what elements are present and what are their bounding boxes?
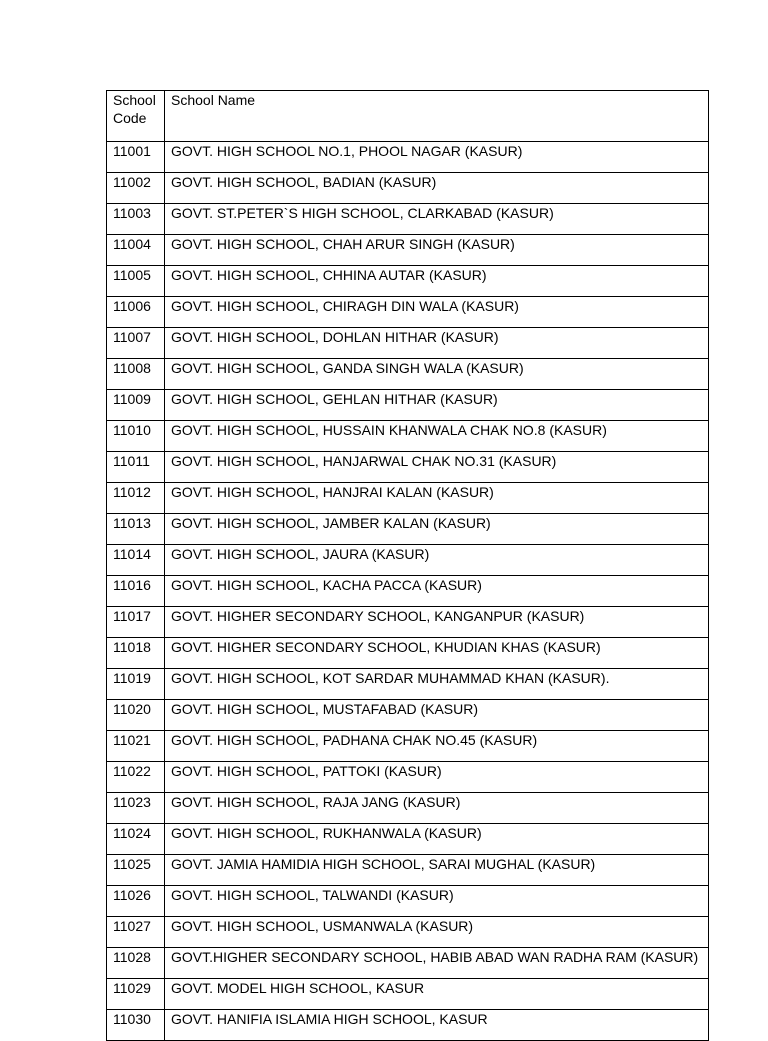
school-code-cell: 11001 [107,142,165,173]
table-row [107,359,709,390]
table-row [107,328,709,359]
school-code-cell: 11004 [107,235,165,266]
table-row [107,545,709,576]
table-row [107,235,709,266]
school-name-cell: GOVT. HIGH SCHOOL, CHHINA AUTAR (KASUR) [165,266,709,297]
school-code-cell: 11027 [107,917,165,948]
school-code-cell: 11030 [107,1010,165,1041]
school-code-cell: 11002 [107,173,165,204]
school-name-cell: GOVT. MODEL HIGH SCHOOL, KASUR [165,979,709,1010]
school-code-cell: 11025 [107,855,165,886]
school-name-cell: GOVT. HIGH SCHOOL, TALWANDI (KASUR) [165,886,709,917]
school-name-cell: GOVT. HIGH SCHOOL, CHIRAGH DIN WALA (KASUR) [165,297,709,328]
school-code-cell: 11012 [107,483,165,514]
school-name-cell: GOVT. HIGH SCHOOL, HANJRAI KALAN (KASUR) [165,483,709,514]
table-row [107,576,709,607]
table-row [107,669,709,700]
school-code-cell: 11021 [107,731,165,762]
school-code-cell: 11028 [107,948,165,979]
school-name-cell: GOVT. HIGH SCHOOL, MUSTAFABAD (KASUR) [165,700,709,731]
school-code-cell: 11006 [107,297,165,328]
school-code-cell: 11007 [107,328,165,359]
table-row [107,762,709,793]
school-name-cell: GOVT. JAMIA HAMIDIA HIGH SCHOOL, SARAI MUGHAL (KASUR) [165,855,709,886]
school-name-cell: GOVT. HIGHER SECONDARY SCHOOL, KANGANPUR (KASUR) [165,607,709,638]
table-header-row [107,91,709,142]
table-row [107,297,709,328]
school-code-cell: 11008 [107,359,165,390]
school-name-cell: GOVT. HIGH SCHOOL NO.1, PHOOL NAGAR (KASUR) [165,142,709,173]
school-name-cell: GOVT. HIGH SCHOOL, USMANWALA (KASUR) [165,917,709,948]
school-name-cell: GOVT. HIGH SCHOOL, HANJARWAL CHAK NO.31 (KASUR) [165,452,709,483]
table-row [107,979,709,1010]
school-name-cell: GOVT. HIGH SCHOOL, JAMBER KALAN (KASUR) [165,514,709,545]
school-code-cell: 11020 [107,700,165,731]
table-row [107,390,709,421]
table-row [107,855,709,886]
table-row [107,266,709,297]
school-name-cell: GOVT. HIGH SCHOOL, KACHA PACCA (KASUR) [165,576,709,607]
school-code-cell: 11018 [107,638,165,669]
school-code-cell: 11022 [107,762,165,793]
table-row [107,514,709,545]
school-code-cell: 11013 [107,514,165,545]
table-row [107,204,709,235]
school-code-cell: 11003 [107,204,165,235]
school-code-cell: 11026 [107,886,165,917]
school-name-cell: GOVT. HIGH SCHOOL, JAURA (KASUR) [165,545,709,576]
table-row [107,917,709,948]
header-school-code-line1: School [113,92,156,108]
header-school-name: School Name [165,91,709,142]
table-row [107,452,709,483]
table-row [107,173,709,204]
school-table [106,90,709,1041]
school-code-cell: 11019 [107,669,165,700]
school-name-cell: GOVT. HIGH SCHOOL, BADIAN (KASUR) [165,173,709,204]
school-name-cell: GOVT. HIGH SCHOOL, GANDA SINGH WALA (KASUR) [165,359,709,390]
school-code-cell: 11011 [107,452,165,483]
header-school-code-line2: Code [113,110,147,126]
school-name-cell: GOVT. HIGH SCHOOL, PATTOKI (KASUR) [165,762,709,793]
table-row [107,948,709,979]
school-code-cell: 11017 [107,607,165,638]
school-code-cell: 11010 [107,421,165,452]
school-name-cell: GOVT. ST.PETER`S HIGH SCHOOL, CLARKABAD (KASUR) [165,204,709,235]
school-name-cell: GOVT. HIGH SCHOOL, KOT SARDAR MUHAMMAD KHAN (KASUR). [165,669,709,700]
table-row [107,700,709,731]
table-row [107,731,709,762]
school-code-cell: 11005 [107,266,165,297]
school-name-cell: GOVT. HIGH SCHOOL, PADHANA CHAK NO.45 (KASUR) [165,731,709,762]
table-row [107,824,709,855]
school-code-cell: 11024 [107,824,165,855]
school-name-cell: GOVT. HANIFIA ISLAMIA HIGH SCHOOL, KASUR [165,1010,709,1041]
school-name-cell: GOVT. HIGH SCHOOL, CHAH ARUR SINGH (KASUR) [165,235,709,266]
table-row [107,638,709,669]
school-code-cell: 11014 [107,545,165,576]
school-code-cell: 11016 [107,576,165,607]
school-name-cell: GOVT.HIGHER SECONDARY SCHOOL, HABIB ABAD WAN RADHA RAM (KASUR) [165,948,709,979]
school-code-cell: 11023 [107,793,165,824]
school-code-cell: 11009 [107,390,165,421]
school-name-cell: GOVT. HIGH SCHOOL, RUKHANWALA (KASUR) [165,824,709,855]
table-body [107,142,709,1041]
school-name-cell: GOVT. HIGH SCHOOL, DOHLAN HITHAR (KASUR) [165,328,709,359]
school-code-cell: 11029 [107,979,165,1010]
table-row [107,607,709,638]
table-row [107,142,709,173]
table-row [107,421,709,452]
table-row [107,886,709,917]
table-row [107,1010,709,1041]
header-school-code [107,91,165,142]
school-name-cell: GOVT. HIGH SCHOOL, GEHLAN HITHAR (KASUR) [165,390,709,421]
school-name-cell: GOVT. HIGH SCHOOL, RAJA JANG (KASUR) [165,793,709,824]
school-name-cell: GOVT. HIGHER SECONDARY SCHOOL, KHUDIAN KHAS (KASUR) [165,638,709,669]
school-name-cell: GOVT. HIGH SCHOOL, HUSSAIN KHANWALA CHAK NO.8 (KASUR) [165,421,709,452]
table-row [107,793,709,824]
table-row [107,483,709,514]
